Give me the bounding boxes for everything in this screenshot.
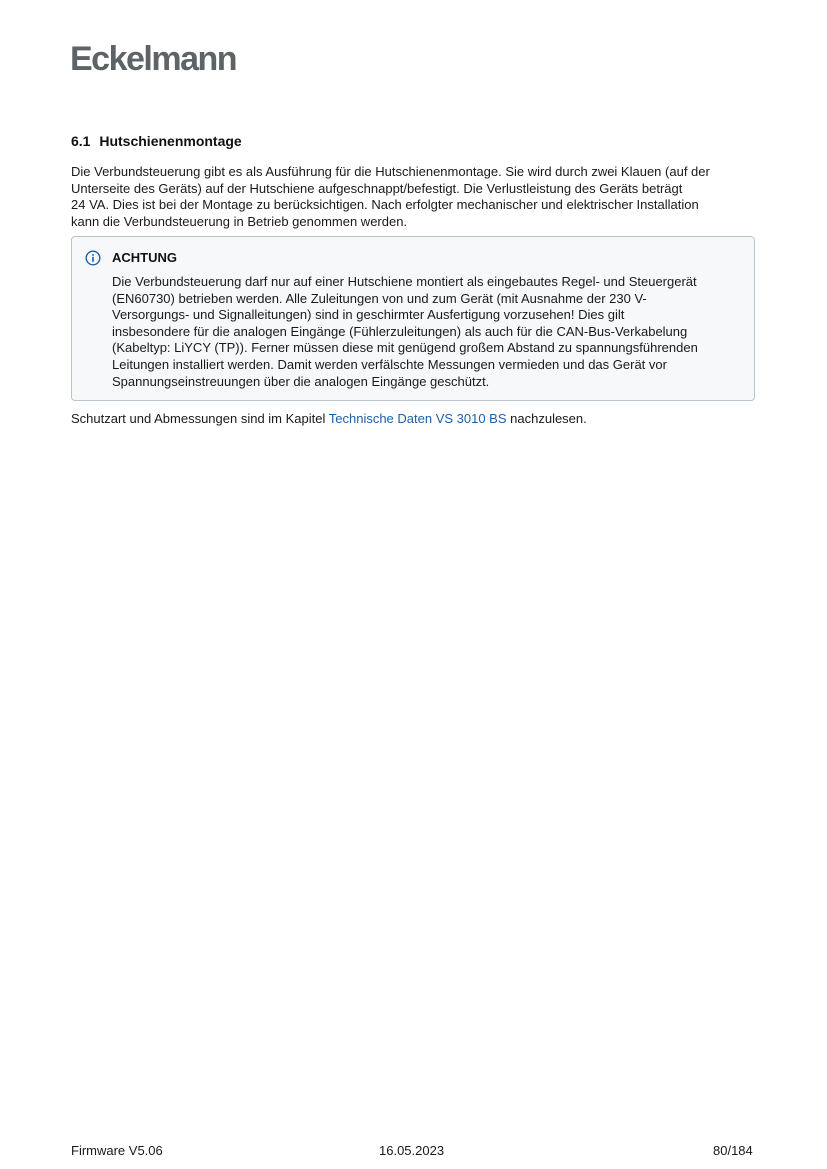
intro-line: kann die Verbundsteuerung in Betrieb genommen werden. xyxy=(71,213,408,229)
warning-notice-box xyxy=(71,236,755,401)
notice-title: ACHTUNG xyxy=(112,250,177,265)
notice-line: Die Verbundsteuerung darf nur auf einer Hutschiene montiert als eingebautes Regel- und Steuergerät xyxy=(112,274,697,289)
intro-line: Unterseite des Geräts) auf der Hutschiene aufgeschnappt/befestigt. Die Verlustleistung des Geräts beträgt xyxy=(71,180,683,196)
notice-line: (EN60730) betrieben werden. Alle Zuleitungen von und zum Gerät (mit Ausnahme der 230 V- xyxy=(112,290,647,306)
footer-page-number: 80/184 xyxy=(713,1143,753,1158)
section-title: Hutschienenmontage xyxy=(99,133,242,149)
notice-line: Versorgungs- und Signalleitungen) sind in geschirmter Ausfertigung vorzusehen! Dies gilt xyxy=(112,307,625,323)
intro-line: 24 VA. Dies ist bei der Montage zu berücksichtigen. Nach erfolgter mechanischer und elektrischer Installation xyxy=(71,197,699,213)
notice-line: (Kabeltyp: LiYCY (TP)). Ferner müssen diese mit genügend großem Abstand zu spannungsführenden xyxy=(112,340,698,356)
notice-line: Spannungseinstreuungen über die analogen Eingänge geschützt. xyxy=(112,373,490,389)
section-heading xyxy=(71,133,242,149)
section-number: 6.1 xyxy=(71,133,91,149)
closing-text-before: Schutzart und Abmessungen sind im Kapitel xyxy=(71,411,329,426)
footer-date: 16.05.2023 xyxy=(379,1143,445,1158)
company-logo: Eckelmann xyxy=(70,40,237,78)
footer-firmware-version: Firmware V5.06 xyxy=(71,1143,163,1158)
technical-data-link[interactable]: Technische Daten VS 3010 BS xyxy=(328,411,507,426)
notice-line: Leitungen installiert werden. Damit werden verfälschte Messungen vermieden und das Gerät vor xyxy=(112,356,667,372)
notice-body xyxy=(112,274,744,390)
intro-paragraph xyxy=(71,164,761,230)
closing-text-after: nachzulesen. xyxy=(506,411,587,426)
intro-line: Die Verbundsteuerung gibt es als Ausführung für die Hutschienenmontage. Sie wird durch zwei Klauen (auf der xyxy=(71,164,710,179)
closing-paragraph xyxy=(71,411,761,428)
info-icon xyxy=(85,250,101,266)
notice-line: insbesondere für die analogen Eingänge (Fühlerzuleitungen) als auch für die CAN-Bus-Verkabelung xyxy=(112,323,688,339)
